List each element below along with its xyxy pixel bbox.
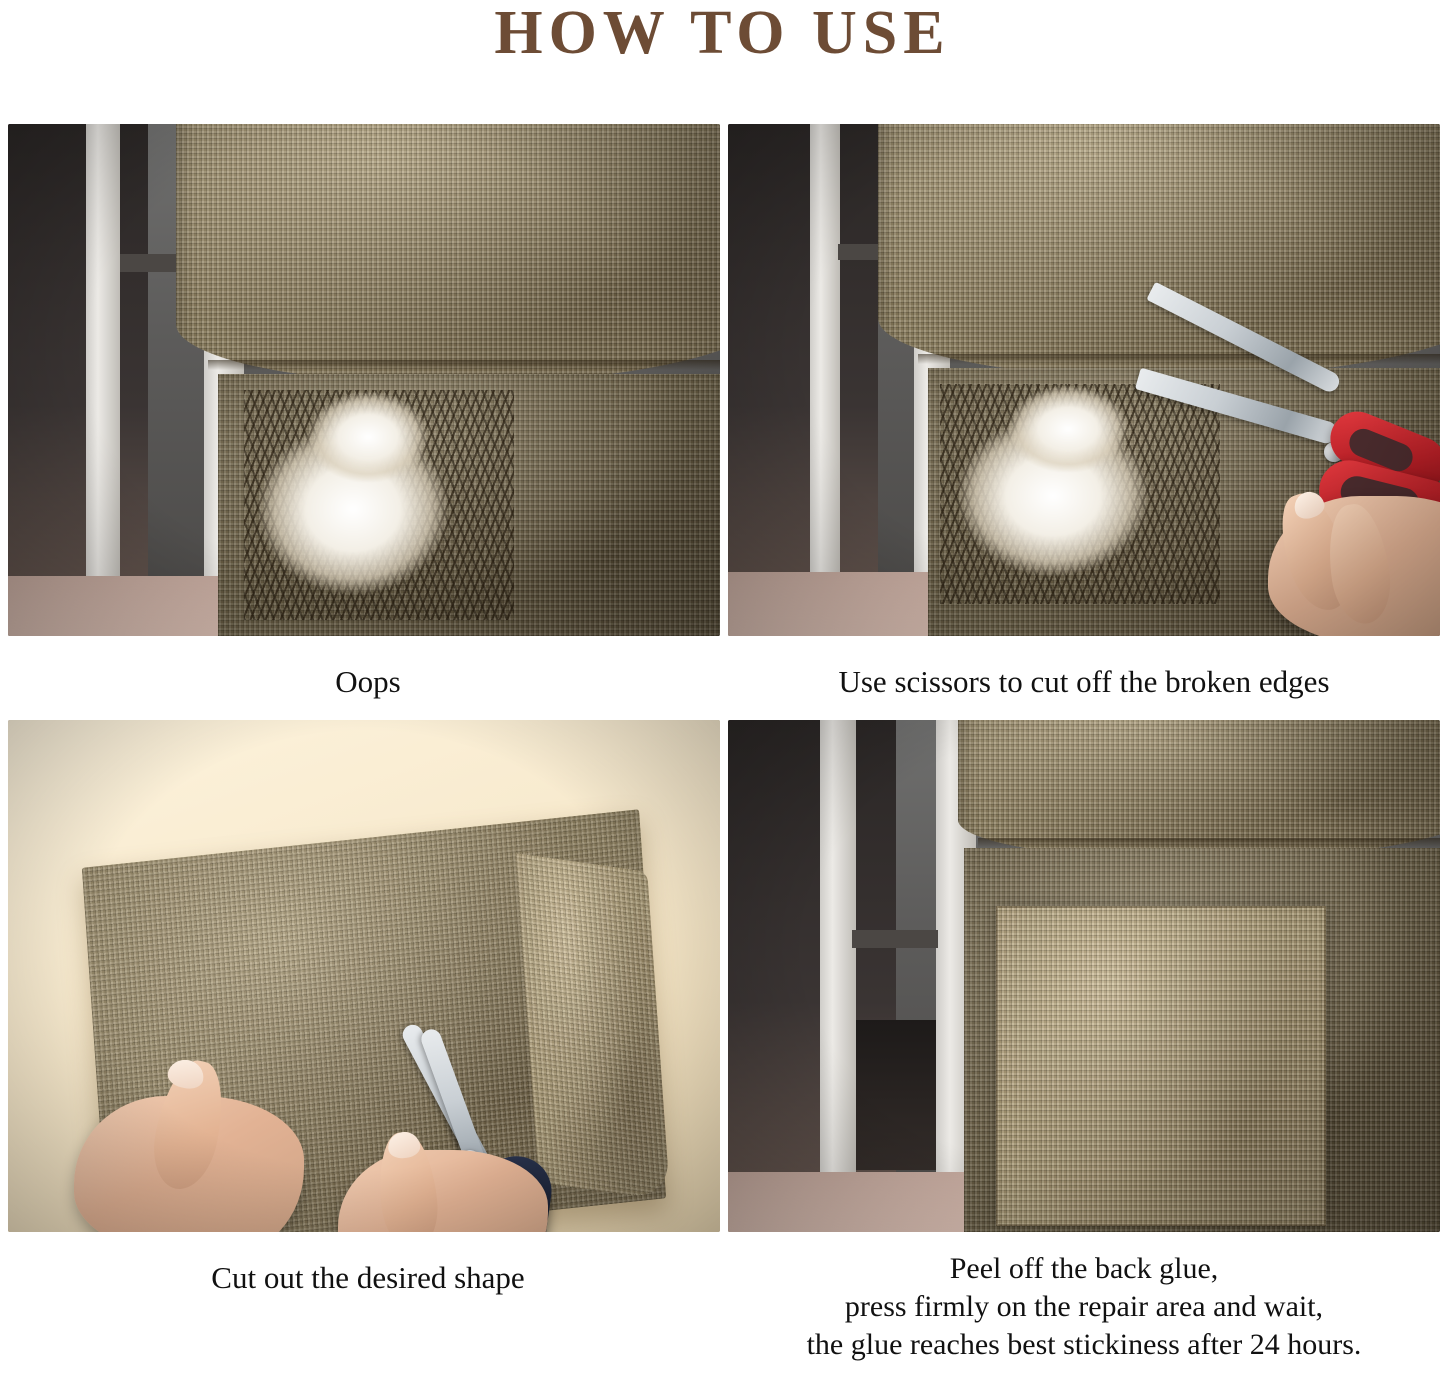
cushion-seam — [208, 360, 720, 370]
step-4-photo — [728, 720, 1440, 1232]
step-1-photo — [8, 124, 720, 636]
step-3-caption: Cut out the desired shape — [211, 1260, 525, 1296]
step-1-caption: Oops — [335, 664, 401, 699]
step-4-caption-line-1: Peel off the back glue, — [949, 1252, 1219, 1286]
background-doorway — [8, 124, 148, 636]
step-2-caption: Use scissors to cut off the broken edges — [838, 664, 1330, 699]
door-frame-left — [820, 720, 856, 1232]
step-card-4 — [728, 720, 1440, 1363]
steps-grid — [8, 124, 1438, 1364]
cushion-seam — [978, 838, 1440, 848]
step-2-photo — [728, 124, 1440, 636]
step-4-caption — [728, 1250, 1440, 1363]
shelf-edge — [852, 930, 938, 948]
door-frame-left — [86, 124, 120, 636]
floor-strip — [728, 572, 954, 636]
patch-edge-outline — [996, 906, 1326, 1226]
step-4-caption-line-2: press firmly on the repair area and wait, — [844, 1290, 1324, 1324]
step-card-1 — [8, 124, 728, 702]
floor-strip — [728, 1172, 976, 1232]
background-doorway — [728, 124, 878, 636]
floor-strip — [8, 576, 244, 636]
step-card-3 — [8, 720, 728, 1363]
step-card-2 — [728, 124, 1440, 702]
dark-gap — [856, 1020, 936, 1170]
stuffing-tuft — [308, 392, 428, 482]
cushion-seam — [918, 354, 1440, 364]
sofa-cushion-top — [878, 124, 1440, 378]
door-frame-left — [810, 124, 840, 636]
page-title: HOW TO USE — [494, 0, 951, 67]
step-4-caption-line-3: the glue reaches best stickiness after 24 hours. — [806, 1327, 1362, 1361]
stuffing-tuft — [1008, 386, 1128, 472]
step-3-photo — [8, 720, 720, 1232]
swatch-curled-edge — [516, 853, 671, 1201]
sofa-cushion-top — [176, 124, 720, 384]
